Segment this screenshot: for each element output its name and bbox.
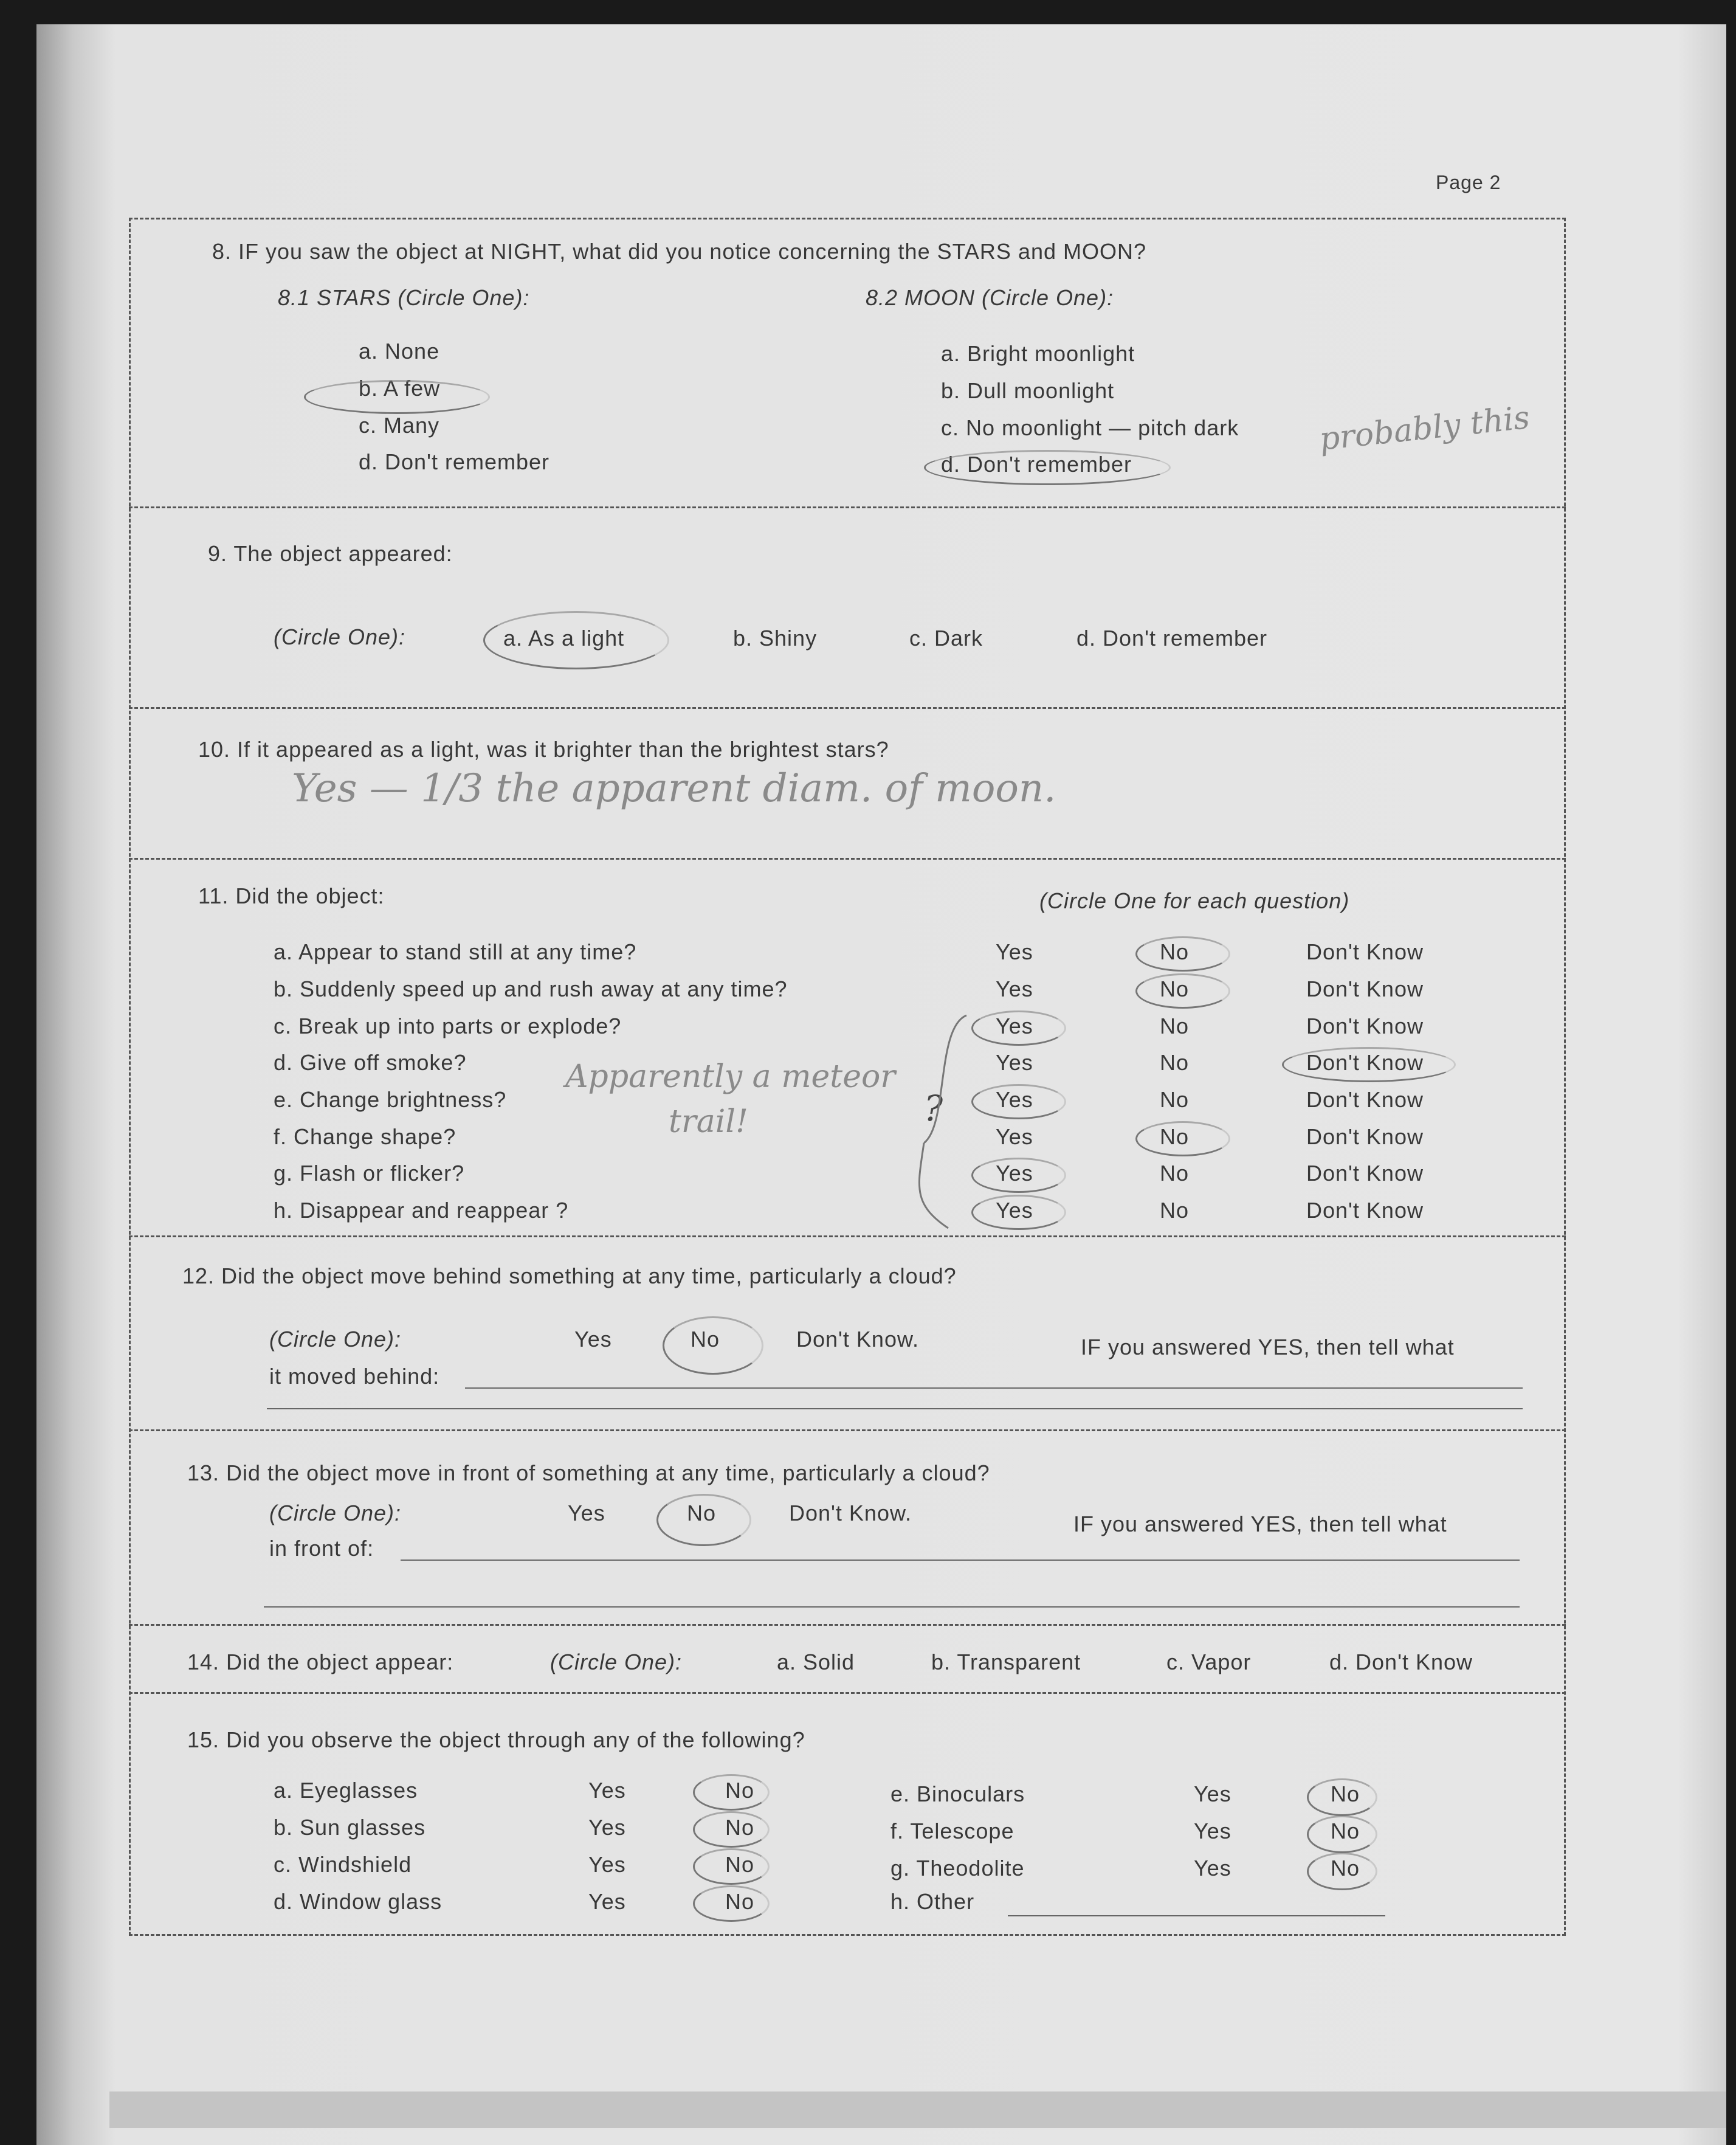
answer-circle-mark — [693, 1848, 770, 1885]
q11-answer-no: No — [1160, 1161, 1190, 1186]
q11-answer-dont-know: Don't Know — [1306, 1161, 1424, 1186]
q11-row-label: f. Change shape? — [274, 1124, 456, 1149]
q11-answer-no: No — [1160, 939, 1190, 964]
q11-row-label: a. Appear to stand still at any time? — [274, 939, 637, 964]
q11-question: 11. Did the object: — [198, 883, 385, 908]
handwritten-question-mark: ? — [924, 1088, 943, 1129]
q11-answer-yes: Yes — [996, 1198, 1033, 1223]
q13-option: Yes — [568, 1501, 605, 1525]
q8-stars-heading: 8.1 STARS (Circle One): — [278, 285, 530, 310]
q13-question: 13. Did the object move in front of something at any time, particularly a cloud? — [187, 1460, 990, 1485]
q11-answer-no: No — [1160, 1124, 1190, 1149]
q15-left-label: b. Sun glasses — [274, 1815, 426, 1840]
q12-answer-line-2[interactable] — [267, 1408, 1523, 1409]
section-divider — [129, 1692, 1566, 1694]
q15-no: No — [725, 1778, 755, 1803]
answer-circle-mark — [1307, 1815, 1377, 1853]
q11-row-label: e. Change brightness? — [274, 1087, 507, 1112]
answer-circle-mark — [924, 450, 1171, 485]
q13-option: Don't Know. — [789, 1501, 912, 1525]
answer-circle-mark — [304, 380, 490, 414]
q12-followup-label: it moved behind: — [269, 1364, 440, 1389]
answer-circle-mark — [663, 1316, 763, 1375]
q11-answer-dont-know: Don't Know — [1306, 1050, 1424, 1075]
q15-yes: Yes — [1194, 1856, 1231, 1881]
q13-circle-label: (Circle One): — [269, 1501, 402, 1525]
q15-question: 15. Did you observe the object through any of the following? — [187, 1727, 805, 1752]
q9-option: d. Don't remember — [1076, 626, 1267, 651]
moon-option: d. Don't remember — [941, 452, 1132, 477]
q11-answer-dont-know: Don't Know — [1306, 976, 1424, 1001]
section-divider — [129, 1429, 1566, 1431]
q13-followup: IF you answered YES, then tell what — [1073, 1511, 1447, 1536]
q12-option: No — [691, 1327, 720, 1352]
q11-answer-yes: Yes — [996, 1161, 1033, 1186]
q11-answer-yes: Yes — [996, 1014, 1033, 1038]
q11-answer-dont-know: Don't Know — [1306, 1198, 1424, 1223]
stars-option: a. None — [359, 339, 440, 364]
q15-no: No — [725, 1889, 755, 1914]
q11-answer-no: No — [1160, 1198, 1190, 1223]
answer-circle-mark — [1135, 1121, 1230, 1156]
q11-answer-no: No — [1160, 1050, 1190, 1075]
q8-moon-heading: 8.2 MOON (Circle One): — [866, 285, 1114, 310]
answer-circle-mark — [693, 1774, 770, 1811]
q14-option: a. Solid — [777, 1649, 855, 1674]
q13-option: No — [687, 1501, 717, 1525]
handwritten-note-moon: probably this — [1317, 399, 1532, 458]
moon-option: b. Dull moonlight — [941, 378, 1115, 403]
q12-circle-label: (Circle One): — [269, 1327, 402, 1352]
q10-question: 10. If it appeared as a light, was it brighter than the brightest stars? — [198, 737, 889, 762]
q9-circle-label: (Circle One): — [274, 624, 406, 649]
answer-circle-mark — [656, 1494, 751, 1546]
q15-right-label: g. Theodolite — [890, 1856, 1025, 1881]
q15-left-label: a. Eyeglasses — [274, 1778, 418, 1803]
stars-option: c. Many — [359, 413, 440, 438]
q9-option: a. As a light — [503, 626, 625, 651]
q9-option: b. Shiny — [733, 626, 818, 651]
q14-option: d. Don't Know — [1329, 1649, 1473, 1674]
q14-option: b. Transparent — [931, 1649, 1081, 1674]
answer-circle-mark — [1135, 936, 1230, 972]
q15-no: No — [1331, 1856, 1360, 1881]
q15-other-label: h. Other — [890, 1889, 975, 1914]
q11-answer-yes: Yes — [996, 1050, 1033, 1075]
q15-left-label: c. Windshield — [274, 1852, 412, 1877]
q11-row-label: b. Suddenly speed up and rush away at any time? — [274, 976, 788, 1001]
q9-question: 9. The object appeared: — [208, 541, 453, 566]
handwritten-brace — [900, 1003, 997, 1234]
q11-row-label: c. Break up into parts or explode? — [274, 1014, 622, 1038]
q15-no: No — [725, 1852, 755, 1877]
q15-yes: Yes — [588, 1889, 626, 1914]
q14-option: c. Vapor — [1166, 1649, 1252, 1674]
section-divider — [129, 707, 1566, 709]
q15-yes: Yes — [588, 1815, 626, 1840]
q11-answer-yes: Yes — [996, 1124, 1033, 1149]
q13-followup-label: in front of: — [269, 1536, 374, 1561]
q12-followup: IF you answered YES, then tell what — [1081, 1335, 1455, 1359]
stars-option: b. A few — [359, 376, 441, 401]
q12-option: Yes — [574, 1327, 612, 1352]
q11-instruction: (Circle One for each question) — [1039, 888, 1350, 913]
moon-option: a. Bright moonlight — [941, 341, 1135, 366]
answer-circle-mark — [693, 1811, 770, 1848]
stars-option: d. Don't remember — [359, 449, 549, 474]
q12-question: 12. Did the object move behind something at any time, particularly a cloud? — [182, 1263, 957, 1288]
section-divider — [129, 1235, 1566, 1237]
q15-yes: Yes — [588, 1778, 626, 1803]
moon-option: c. No moonlight — pitch dark — [941, 415, 1239, 440]
q15-left-label: d. Window glass — [274, 1889, 443, 1914]
handwritten-note-trail: trail! — [669, 1104, 748, 1140]
q15-yes: Yes — [1194, 1781, 1231, 1806]
answer-circle-mark — [1307, 1778, 1377, 1816]
q11-answer-no: No — [1160, 1014, 1190, 1038]
q12-answer-line[interactable] — [465, 1387, 1523, 1389]
q14-question: 14. Did the object appear: — [187, 1649, 454, 1674]
q11-answer-dont-know: Don't Know — [1306, 1124, 1424, 1149]
section-divider — [129, 1624, 1566, 1626]
q11-answer-yes: Yes — [996, 1087, 1033, 1112]
q11-answer-no: No — [1160, 1087, 1190, 1112]
q15-yes: Yes — [588, 1852, 626, 1877]
q13-answer-line[interactable] — [401, 1560, 1520, 1561]
handwritten-note-meteor: Apparently a meteor — [565, 1059, 896, 1095]
q11-answer-yes: Yes — [996, 939, 1033, 964]
section-divider — [129, 506, 1566, 508]
q11-answer-dont-know: Don't Know — [1306, 1087, 1424, 1112]
q15-right-label: e. Binoculars — [890, 1781, 1025, 1806]
q15-other-line[interactable] — [1008, 1915, 1385, 1916]
q9-option: c. Dark — [909, 626, 983, 651]
q15-no: No — [1331, 1781, 1360, 1806]
q13-answer-line-2[interactable] — [264, 1606, 1520, 1608]
q11-answer-no: No — [1160, 976, 1190, 1001]
q15-no: No — [725, 1815, 755, 1840]
q11-answer-dont-know: Don't Know — [1306, 1014, 1424, 1038]
q11-row-label: h. Disappear and reappear ? — [274, 1198, 569, 1223]
q15-right-label: f. Telescope — [890, 1819, 1014, 1843]
q15-no: No — [1331, 1819, 1360, 1843]
answer-circle-mark — [1135, 973, 1230, 1009]
q11-answer-yes: Yes — [996, 976, 1033, 1001]
q11-row-label: d. Give off smoke? — [274, 1050, 467, 1075]
q15-yes: Yes — [1194, 1819, 1231, 1843]
q11-row-label: g. Flash or flicker? — [274, 1161, 465, 1186]
q14-circle-label: (Circle One): — [550, 1649, 683, 1674]
scan-edge — [109, 2091, 1726, 2128]
q12-option: Don't Know. — [796, 1327, 919, 1352]
q10-handwritten-answer: Yes — 1/3 the apparent diam. of moon. — [292, 766, 1056, 811]
q11-answer-dont-know: Don't Know — [1306, 939, 1424, 964]
answer-circle-mark — [693, 1885, 770, 1922]
section-divider — [129, 858, 1566, 860]
answer-circle-mark — [1282, 1047, 1456, 1082]
q8-question: 8. IF you saw the object at NIGHT, what did you notice concerning the STARS and MOON? — [212, 239, 1147, 264]
answer-circle-mark — [1307, 1853, 1377, 1890]
answer-circle-mark — [483, 611, 669, 669]
page-number: Page 2 — [1436, 171, 1501, 193]
